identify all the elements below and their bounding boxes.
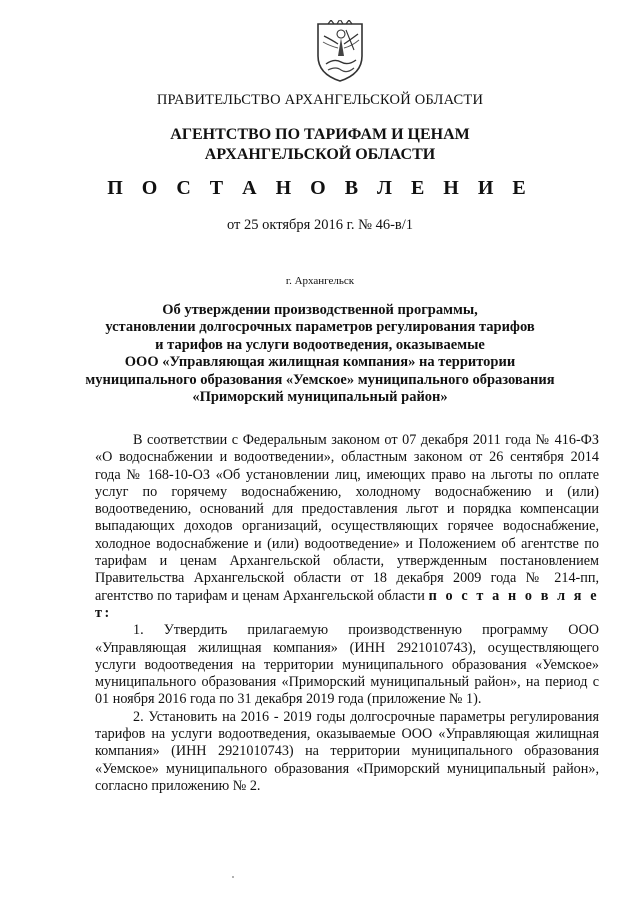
- title-line: «Приморский муниципальный район»: [192, 389, 448, 406]
- document-type: П О С Т А Н О В Л Е Н И Е: [107, 177, 533, 199]
- resolves-word: п о с т а н о в л я е т:: [95, 587, 599, 621]
- title-line: Об утверждении производственной программы,: [162, 302, 478, 318]
- document-body: [95, 432, 599, 795]
- preamble-paragraph: [95, 432, 599, 622]
- agency-name-line-2: АРХАНГЕЛЬСКОЙ ОБЛАСТИ: [204, 146, 436, 163]
- government-name: ПРАВИТЕЛЬСТВО АРХАНГЕЛЬСКОЙ ОБЛАСТИ: [156, 92, 484, 108]
- title-line: ООО «Управляющая жилищная компания» на территории: [124, 354, 516, 371]
- document-title: [0, 302, 640, 406]
- preamble-text: В соответствии с Федеральным законом от 07 декабря 2011 года № 416-ФЗ «О водоснабжении и водоотведении», областным законом от 26 сентября 2014 года № 168-10-ОЗ «Об установлении лиц, имеющих право на льготы по оплате услуг по горячему водоснабжению, холодному водоснабжению и (или) водоотведению, оснований для предоставления льгот и порядка компенсации выпадающих доходов организаций, осуществляющих горячее водоснабжение, холодное водоснабжение и (или) водоотведение» и Положением об агентстве по тарифам и ценам Архангельской области, утвержденным постановлением Правительства Архангельской области от 18 декабря 2009 года № 214-пп, агентство по тарифам и ценам Архангельской области: [95, 432, 599, 604]
- clause-1: 1. Утвердить прилагаемую производственную программу ООО «Управляющая жилищная компания» (ИНН 2921010743), осуществляющего услуги водоотведения на территории муниципального образования «Уемское» муниципального образования «Приморский муниципальный район», на период с 01 ноября 2016 года по 31 декабря 2019 года (приложение № 1).: [95, 622, 599, 708]
- city: г. Архангельск: [285, 275, 355, 287]
- clause-2: 2. Установить на 2016 - 2019 годы долгосрочные параметры регулирования тарифов на услуги водоотведения, оказываемые ООО «Управляющая жилищная компания» (ИНН 2921010743) на территории муниципального образования «Уемское» муниципального образования «Приморский муниципальный район», согласно приложению № 2.: [95, 708, 599, 794]
- title-line: установлении долгосрочных параметров регулирования тарифов: [105, 319, 535, 336]
- coat-of-arms-icon: [314, 20, 366, 84]
- agency-name-line-1: АГЕНТСТВО ПО ТАРИФАМ И ЦЕНАМ: [170, 126, 470, 143]
- title-line: и тарифов на услуги водоотведения, оказываемые: [155, 336, 485, 353]
- title-line: муниципального образования «Уемское» муниципального образования: [85, 371, 555, 388]
- agency-name: [0, 125, 640, 165]
- scan-speck: [232, 876, 234, 878]
- date-and-number: от 25 октября 2016 г. № 46-в/1: [226, 217, 414, 233]
